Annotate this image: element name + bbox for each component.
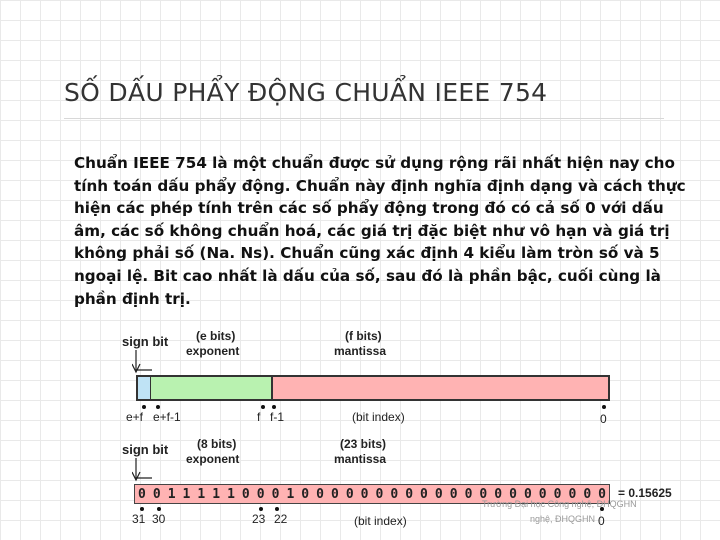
bit-value: 0: [568, 486, 577, 502]
exponent-label: exponent: [186, 452, 240, 466]
bit-value: 0: [241, 486, 250, 502]
title-divider: [64, 118, 664, 119]
mantissa-bits-label: (23 bits): [340, 437, 387, 451]
bit-value: 1: [197, 486, 206, 502]
index-dot: [275, 507, 279, 511]
bit-value: 0: [479, 486, 488, 502]
bit-value: 0: [256, 486, 265, 502]
bit-value: 0: [138, 486, 146, 502]
bit-value: 0: [375, 486, 384, 502]
index-dot: [156, 405, 160, 409]
bit-value: 0: [345, 486, 354, 502]
sign-bit-label: sign bit: [122, 442, 169, 457]
mantissa-field: [273, 377, 608, 399]
index-22: 22: [274, 512, 288, 526]
bit-index-caption: (bit index): [352, 410, 405, 424]
index-zero: 0: [598, 514, 605, 528]
bit-value: 0: [152, 486, 161, 502]
exponent-bits-label: (e bits): [196, 329, 236, 343]
sign-bit-arrow: [132, 350, 156, 376]
sign-bit-arrow: [132, 458, 156, 484]
bit-value: 1: [182, 486, 191, 502]
bit-value: 0: [523, 486, 532, 502]
index-dot: [261, 405, 265, 409]
footer-source-line2: nghệ, ĐHQGHN: [530, 514, 596, 524]
bit-value: 0: [271, 486, 280, 502]
mantissa-label: mantissa: [334, 344, 387, 358]
bit-layout-bar: [136, 375, 610, 401]
bit-value: 1: [167, 486, 176, 502]
bit-value: 0: [598, 486, 606, 502]
bit-value: 0: [434, 486, 443, 502]
exponent-label: exponent: [186, 344, 240, 358]
bit-value: 0: [553, 486, 562, 502]
bit-value: 0: [583, 486, 592, 502]
index-e-plus-f-minus-1: e+f-1: [153, 410, 181, 424]
index-23: 23: [252, 512, 266, 526]
bit-value: 0: [420, 486, 428, 502]
index-dot: [259, 507, 263, 511]
body-paragraph: Chuẩn IEEE 754 là một chuẩn được sử dụng rộng rãi nhất hiện nay cho tính toán dấu phẩy động. Chuẩn này định nghĩa định dạng và cách thực hiện các phép tính trên các số phẩy động trong đó có cả số 0 với dấu âm, các số không chuẩn hoá, các giá trị đặc biệt như vô hạn và giá trị không phải số (Na. Ns). Chuẩn cũng xác định 4 kiểu làm tròn số và 5 ngoại lệ. Bit cao nhất là dấu của số, sau đó là phần bậc, cuối cùng là phần định trị.: [74, 154, 686, 308]
bit-value: 0: [494, 486, 503, 502]
index-dot: [602, 405, 606, 409]
index-f: f: [257, 410, 261, 424]
sign-field: [138, 377, 151, 399]
bit-value: 0: [301, 486, 310, 502]
bit-value: 0: [330, 486, 339, 502]
bit-value: 0: [360, 486, 369, 502]
bit-value: 0: [464, 486, 473, 502]
bit-value: 0: [316, 486, 324, 502]
index-e-plus-f: e+f: [126, 410, 144, 424]
index-zero: 0: [600, 412, 607, 426]
mantissa-label: mantissa: [334, 452, 387, 466]
bit-value: 0: [538, 486, 547, 502]
bit-index-caption: (bit index): [354, 514, 407, 528]
index-dot: [140, 507, 144, 511]
bit-value: 1: [212, 486, 221, 502]
bit-value: 0: [405, 486, 414, 502]
bit-value: 1: [227, 486, 235, 502]
exponent-field: [151, 377, 273, 399]
exponent-bits-label: (8 bits): [197, 437, 237, 451]
index-dot: [272, 405, 276, 409]
bit-value: 0: [449, 486, 458, 502]
sign-bit-label: sign bit: [122, 334, 169, 349]
bit-value: 0: [509, 486, 517, 502]
slide-title: SỐ DẤU PHẨY ĐỘNG CHUẨN IEEE 754: [64, 78, 548, 107]
footer-source-line1: Trường Đại học Công nghệ, ĐHQGHN: [482, 499, 637, 509]
decimal-result: = 0.15625: [618, 486, 672, 500]
index-30: 30: [152, 512, 166, 526]
index-31: 31: [132, 512, 146, 526]
bit-value: 0: [390, 486, 399, 502]
mantissa-bits-label: (f bits): [345, 329, 382, 343]
index-f-minus-1: f-1: [270, 410, 285, 424]
bit-value: 1: [286, 486, 295, 502]
index-dot: [142, 405, 146, 409]
index-dot: [157, 507, 161, 511]
